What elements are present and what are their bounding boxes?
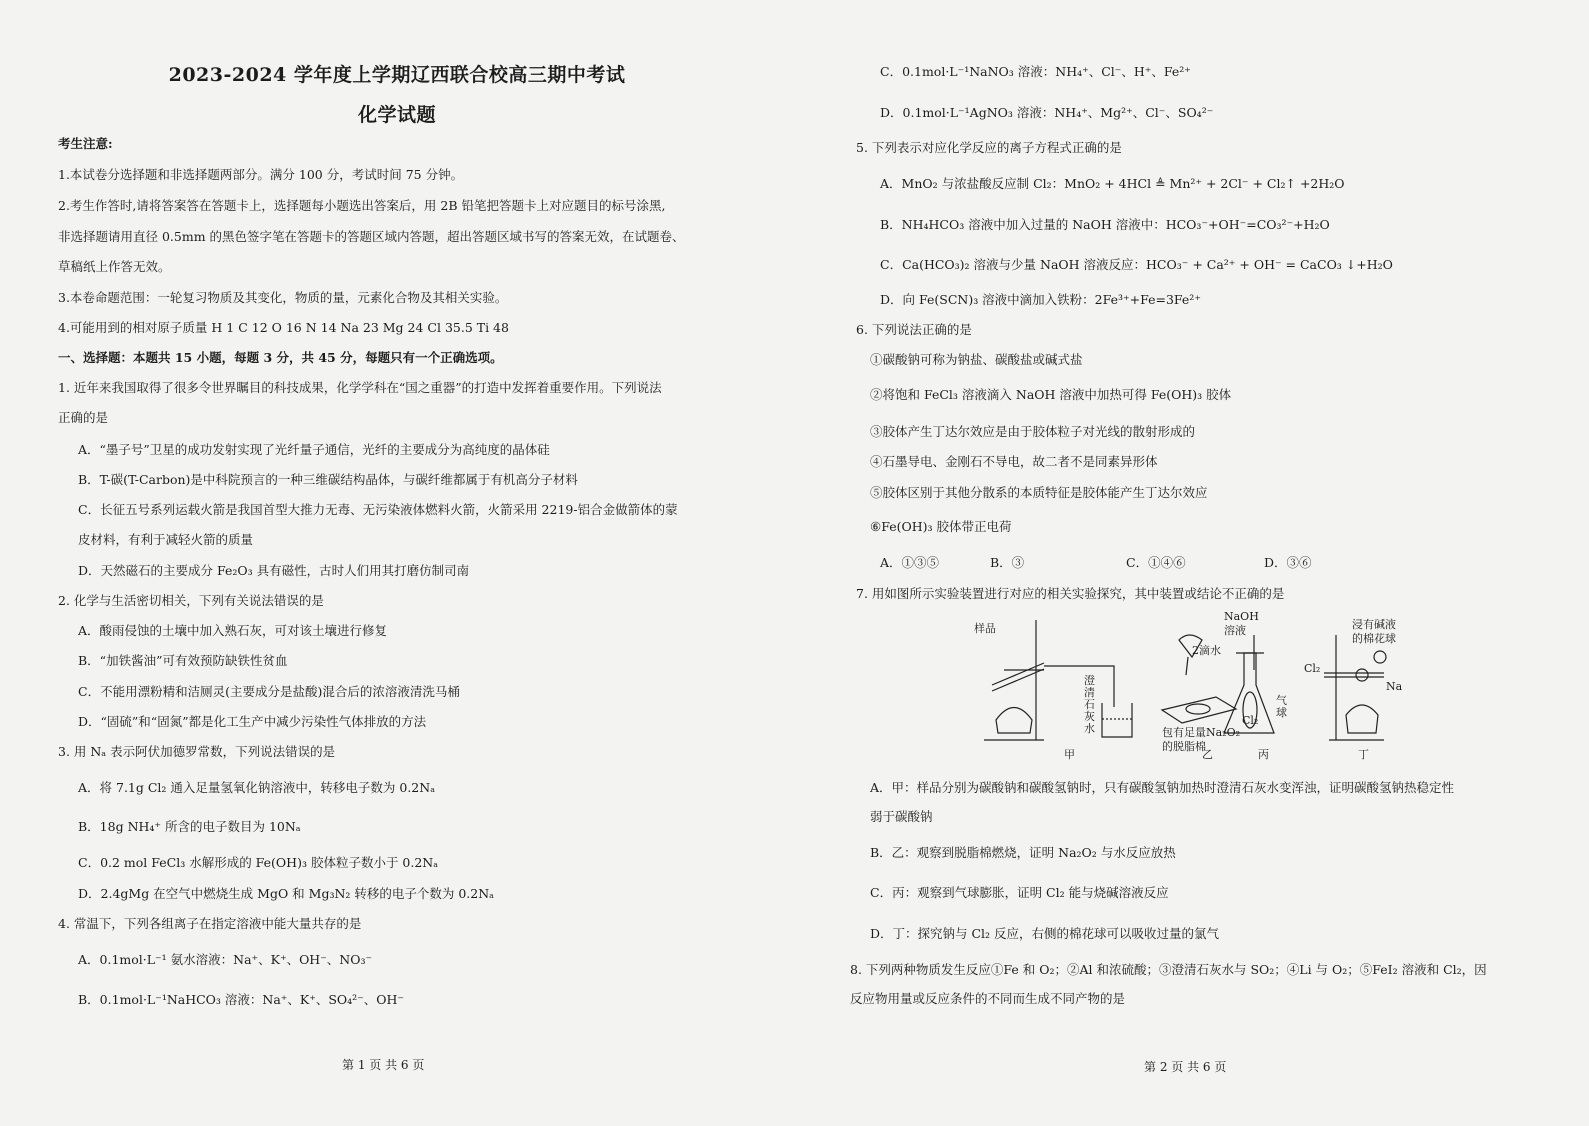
q5-stem: 5. 下列表示对应化学反应的离子方程式正确的是 [856, 140, 1122, 155]
q3-option-a: A．将 7.1g Cl₂ 通入足量氢氧化钠溶液中，转移电子数为 0.2Nₐ [78, 780, 436, 795]
q7-stem: 7. 用如图所示实验装置进行对应的相关实验探究，其中装置或结论不正确的是 [856, 586, 1285, 601]
q8-stem-cont: 反应物用量或反应条件的不同而生成不同产物的是 [850, 991, 1126, 1006]
label-cotton-1: 包有足量Na₂O₂ [1162, 726, 1241, 739]
q7-option-b: B．乙：观察到脱脂棉燃烧，证明 Na₂O₂ 与水反应放热 [870, 845, 1176, 860]
label-naoh-2: 溶液 [1224, 624, 1246, 637]
label-yi: 乙 [1202, 748, 1213, 761]
label-soaked-2: 的棉花球 [1352, 632, 1396, 645]
exam-subtitle: 化学试题 [357, 104, 436, 126]
q6-option-a: A．①③⑤ [880, 555, 940, 570]
label-ding: 丁 [1358, 748, 1369, 761]
label-limewater: 澄清石灰水 [1084, 674, 1095, 735]
q6-option-d: D．③⑥ [1264, 555, 1312, 570]
q1-option-c-cont: 皮材料，有利于减轻火箭的质量 [78, 532, 254, 547]
label-soaked-1: 浸有碱液 [1352, 618, 1396, 631]
notice-2: 2.考生作答时,请将答案答在答题卡上，选择题每小题选出答案后，用 2B 铅笔把答题卡上对应题目的标号涂黑, [58, 198, 666, 213]
q1-option-b: B．T-碳(T-Carbon)是中科院预言的一种三维碳结构晶体，与碳纤维都属于有机高分子材料 [78, 472, 578, 487]
q6-option-c: C．①④⑥ [1126, 555, 1186, 570]
notice-2-end: 草稿纸上作答无效。 [58, 259, 171, 274]
q3-option-b: B．18g NH₄⁺ 所含的电子数目为 10Nₐ [78, 819, 301, 834]
q2-option-c: C．不能用漂粉精和洁厕灵(主要成分是盐酸)混合后的浓溶液清洗马桶 [78, 684, 460, 699]
section-heading: 一、选择题：本题共 15 小题，每题 3 分，共 45 分，每题只有一个正确选项。 [58, 350, 503, 365]
q1-stem: 1. 近年来我国取得了很多令世界瞩目的科技成果，化学学科在“国之重器”的打造中发挥着重要作用。下列说法 [58, 380, 662, 395]
label-naoh-1: NaOH [1224, 610, 1259, 623]
q1-option-a: A．“墨子号”卫星的成功发射实现了光纤量子通信，光纤的主要成分为高纯度的晶体硅 [78, 442, 550, 457]
q4-option-a: A．0.1mol·L⁻¹ 氨水溶液：Na⁺、K⁺、OH⁻、NO₃⁻ [78, 952, 373, 967]
apparatus-drawing [974, 615, 1534, 765]
q2-option-d: D．“固硫”和“固氮”都是化工生产中减少污染性气体排放的方法 [78, 714, 427, 729]
q2-option-a: A．酸雨侵蚀的土壤中加入熟石灰，可对该土壤进行修复 [78, 623, 388, 638]
q7-option-d: D．丁：探究钠与 Cl₂ 反应，右侧的棉花球可以吸收过量的氯气 [870, 926, 1220, 941]
label-bing: 丙 [1258, 748, 1269, 761]
notice-3: 3.本卷命题范围：一轮复习物质及其变化，物质的量，元素化合物及其相关实验。 [58, 290, 508, 305]
q5-option-d: D．向 Fe(SCN)₃ 溶液中滴加入铁粉：2Fe³⁺+Fe=3Fe²⁺ [880, 292, 1201, 307]
q6-statement-2: ②将饱和 FeCl₃ 溶液滴入 NaOH 溶液中加热可得 Fe(OH)₃ 胶体 [870, 387, 1232, 402]
q3-option-c: C．0.2 mol FeCl₃ 水解形成的 Fe(OH)₃ 胶体粒子数小于 0.2Nₐ [78, 855, 439, 870]
q4-option-d: D．0.1mol·L⁻¹AgNO₃ 溶液：NH₄⁺、Mg²⁺、Cl⁻、SO₄²⁻ [880, 105, 1214, 120]
q8-stem: 8. 下列两种物质发生反应①Fe 和 O₂；②Al 和浓硫酸；③澄清石灰水与 SO₂；④Li 与 O₂；⑤FeI₂ 溶液和 Cl₂，因 [850, 962, 1487, 977]
label-balloon: 气球 [1276, 694, 1287, 719]
q2-option-b: B．“加铁酱油”可有效预防缺铁性贫血 [78, 653, 288, 668]
q7-option-a: A．甲：样品分别为碳酸钠和碳酸氢钠时，只有碳酸氢钠加热时澄清石灰水变浑浊，证明碳酸氢钠热稳定性 [870, 780, 1455, 795]
label-sample: 样品 [974, 622, 996, 635]
q6-option-b: B．③ [990, 555, 1025, 570]
q4-option-c: C．0.1mol·L⁻¹NaNO₃ 溶液：NH₄⁺、Cl⁻、H⁺、Fe²⁺ [880, 64, 1191, 79]
q7-apparatus-diagram [974, 610, 1534, 765]
q6-stem: 6. 下列说法正确的是 [856, 322, 972, 337]
q5-option-a: A．MnO₂ 与浓盐酸反应制 Cl₂：MnO₂ + 4HCl ≜ Mn²⁺ + 2Cl⁻ + Cl₂↑ +2H₂O [880, 176, 1345, 191]
q4-option-b: B．0.1mol·L⁻¹NaHCO₃ 溶液：Na⁺、K⁺、SO₄²⁻、OH⁻ [78, 992, 405, 1007]
notice-4: 4.可能用到的相对原子质量 H 1 C 12 O 16 N 14 Na 23 Mg 24 Cl 35.5 Ti 48 [58, 320, 509, 335]
label-cotton-2: 的脱脂棉 [1162, 740, 1206, 753]
q6-statement-4: ④石墨导电、金刚石不导电，故二者不是同素异形体 [870, 454, 1158, 469]
q2-stem: 2. 化学与生活密切相关，下列有关说法错误的是 [58, 593, 324, 608]
q3-stem: 3. 用 Nₐ 表示阿伏加德罗常数，下列说法错误的是 [58, 744, 336, 759]
q6-statement-6: ⑥Fe(OH)₃ 胶体带正电荷 [870, 519, 1012, 534]
q1-stem-cont: 正确的是 [58, 410, 109, 425]
page-footer-right: 第 2 页 共 6 页 [1144, 1060, 1227, 1074]
q5-option-b: B．NH₄HCO₃ 溶液中加入过量的 NaOH 溶液中：HCO₃⁻+OH⁻=CO₃²⁻+H₂O [880, 217, 1330, 232]
q1-option-d: D．天然磁石的主要成分 Fe₂O₃ 具有磁性，古时人们用其打磨仿制司南 [78, 563, 470, 578]
label-jia: 甲 [1064, 748, 1075, 761]
q1-option-c: C．长征五号系列运载火箭是我国首型大推力无毒、无污染液体燃料火箭，火箭采用 2219-铝合金做箭体的蒙 [78, 502, 678, 517]
notice-header: 考生注意: [58, 136, 113, 151]
exam-title: 2023-2024 学年度上学期辽西联合校高三期中考试 [168, 64, 626, 86]
label-cl2-feed: Cl₂ [1304, 662, 1321, 675]
q7-option-c: C．丙：观察到气球膨胀，证明 Cl₂ 能与烧碱溶液反应 [870, 885, 1169, 900]
q6-statement-1: ①碳酸钠可称为钠盐、碳酸盐或碱式盐 [870, 352, 1083, 367]
label-cl2-flask: Cl₂ [1242, 714, 1259, 727]
page-footer-left: 第 1 页 共 6 页 [342, 1058, 425, 1072]
q6-statement-5: ⑤胶体区别于其他分散系的本质特征是胶体能产生丁达尔效应 [870, 485, 1208, 500]
notice-2-cont: 非选择题请用直径 0.5mm 的黑色签字笔在答题卡的答题区域内答题，超出答题区域书写的答案无效，在试题卷、 [58, 229, 685, 244]
label-drops: 2滴水 [1192, 644, 1221, 657]
notice-1: 1.本试卷分选择题和非选择题两部分。满分 100 分，考试时间 75 分钟。 [58, 167, 464, 182]
q6-statement-3: ③胶体产生丁达尔效应是由于胶体粒子对光线的散射形成的 [870, 424, 1196, 439]
q7-option-a-cont: 弱于碳酸钠 [870, 809, 933, 824]
q5-option-c: C．Ca(HCO₃)₂ 溶液与少量 NaOH 溶液反应：HCO₃⁻ + Ca²⁺ + OH⁻ = CaCO₃ ↓+H₂O [880, 257, 1393, 272]
q3-option-d: D．2.4gMg 在空气中燃烧生成 MgO 和 Mg₃N₂ 转移的电子个数为 0.2Nₐ [78, 886, 494, 901]
label-na: Na [1386, 680, 1403, 693]
page-left [0, 0, 794, 1126]
page-right [794, 0, 1589, 1126]
q4-stem: 4. 常温下，下列各组离子在指定溶液中能大量共存的是 [58, 916, 362, 931]
